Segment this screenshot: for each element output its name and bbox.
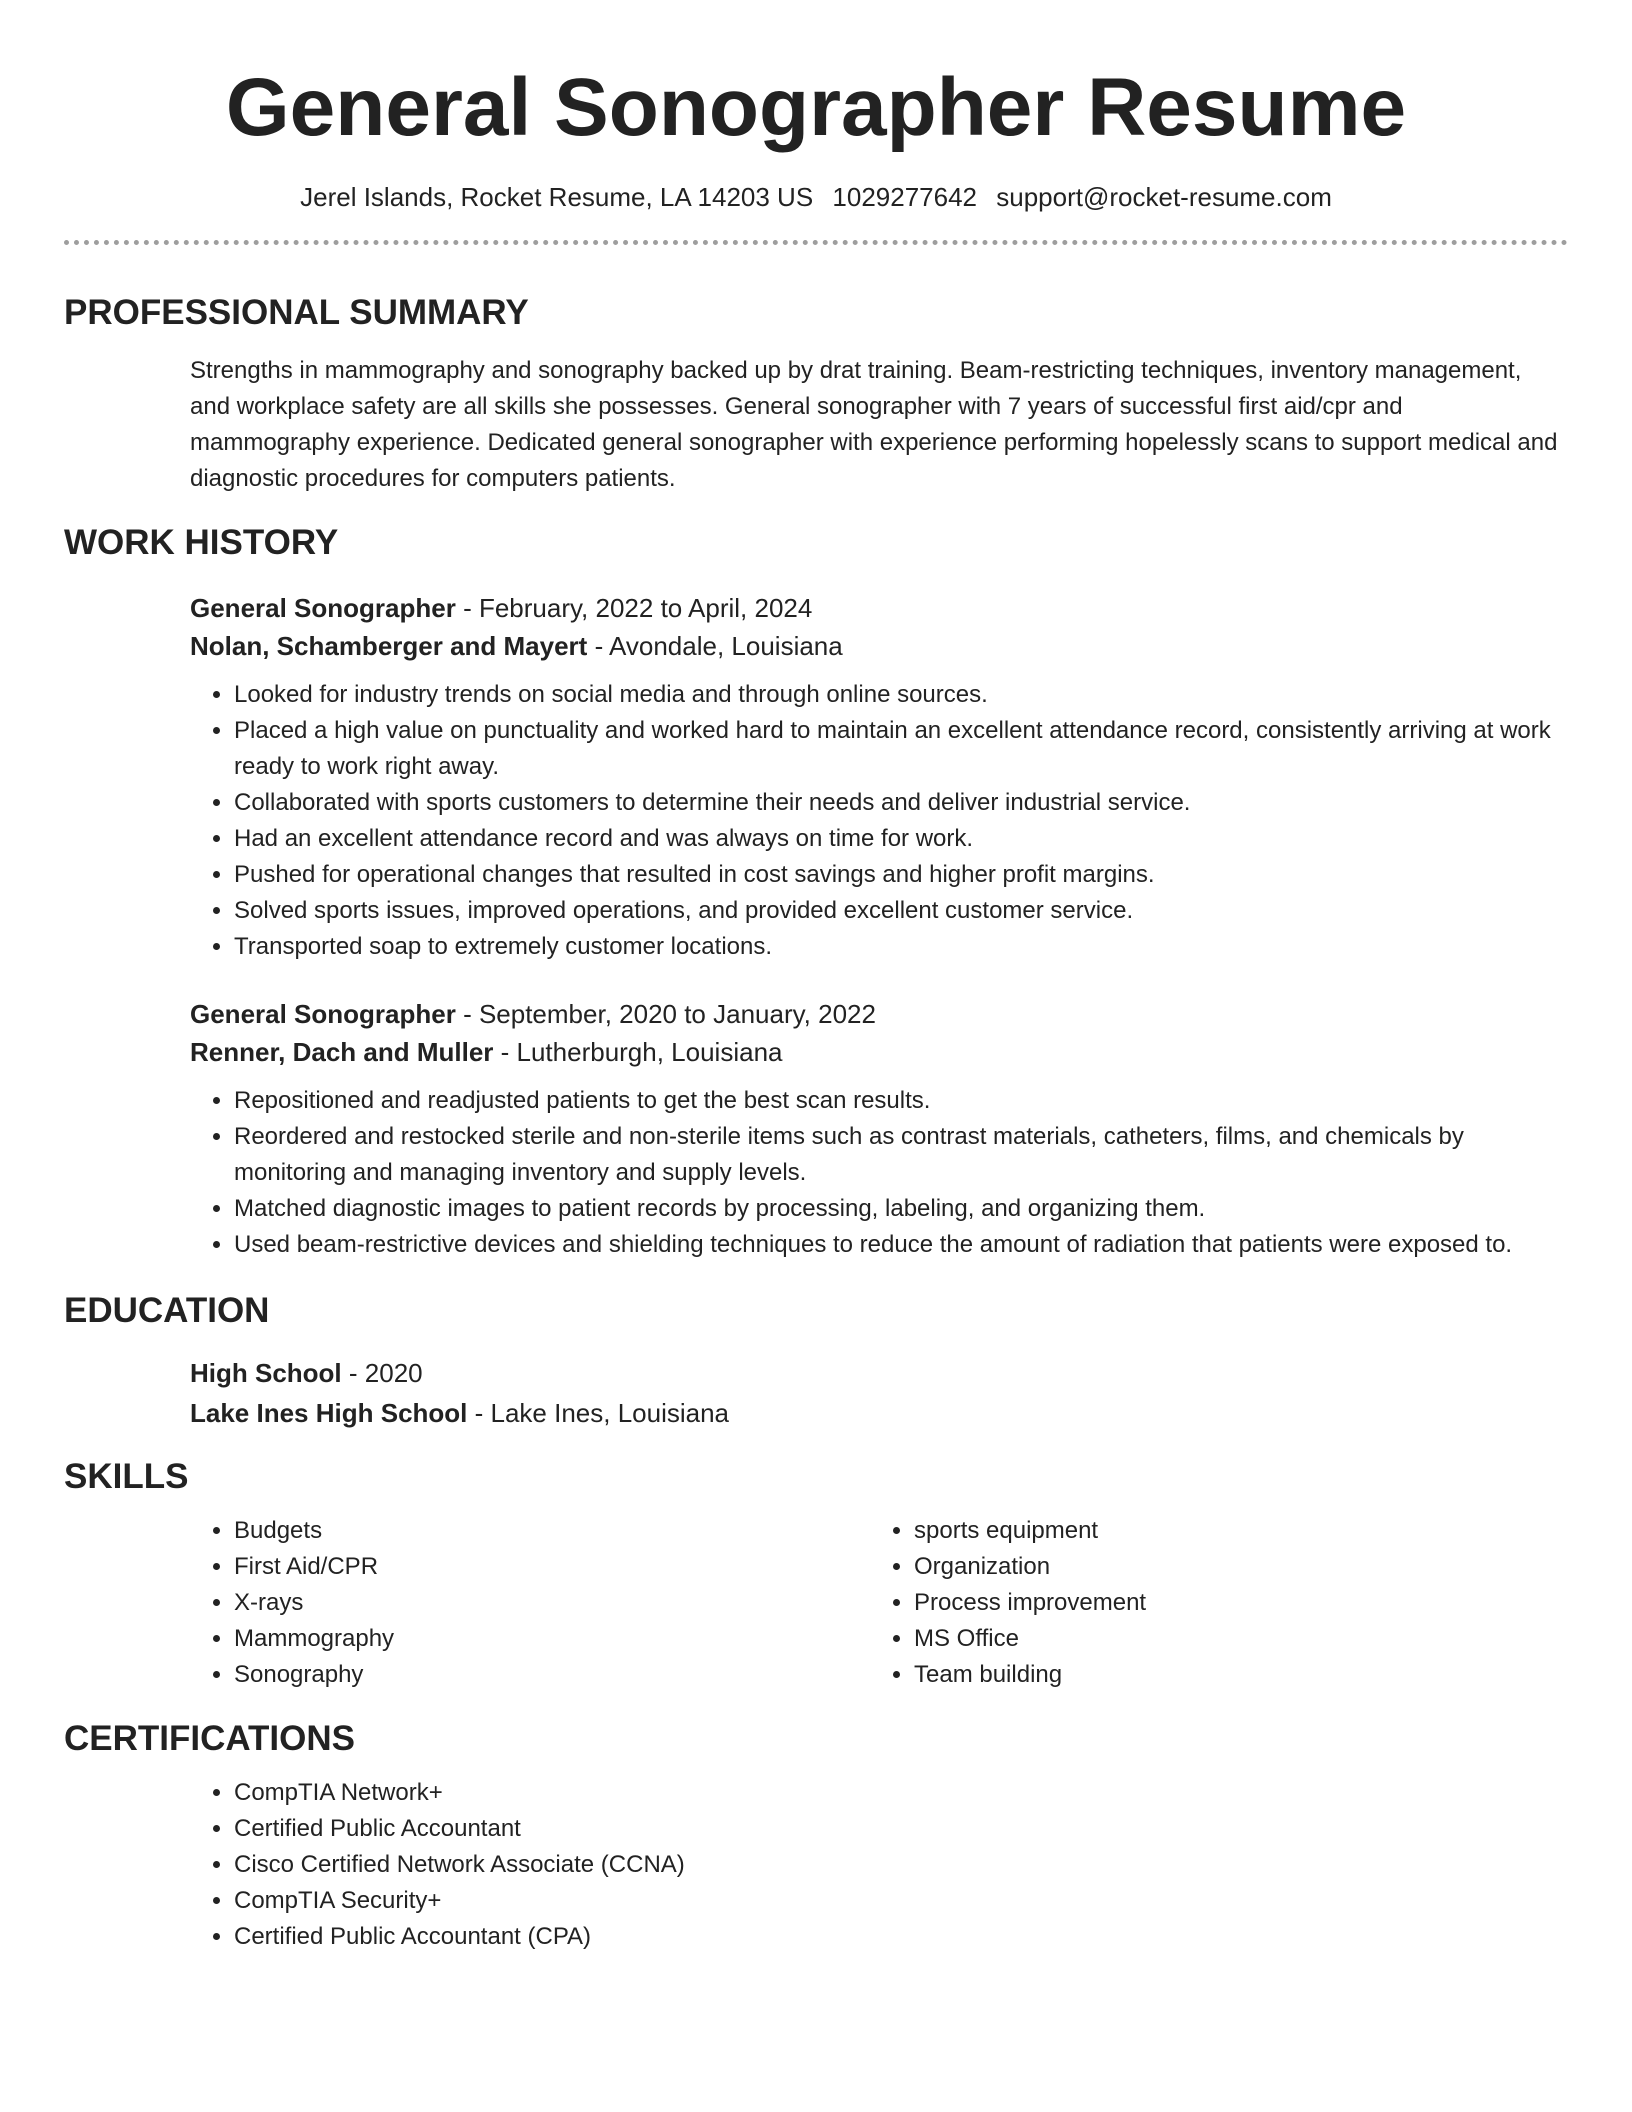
list-item: • Mammography <box>234 1621 870 1657</box>
list-item: • Certified Public Accountant <box>234 1811 1568 1847</box>
job-title-line <box>190 589 1568 627</box>
list-item: • CompTIA Security+ <box>234 1883 1568 1919</box>
list-item: • Team building <box>914 1657 1550 1693</box>
education-school: Lake Ines High School <box>190 1398 468 1428</box>
education-year: - 2020 <box>341 1358 423 1388</box>
summary-text: Strengths in mammography and sonography backed up by drat training. Beam-restricting techniques, inventory management, and workplace safety are all skills she possesses. General sonographer with 7 years of successful first aid/cpr and mammography experience. Dedicated general sonographer with experience performing hopelessly scans to support medical and diagnostic procedures for computers patients. <box>190 357 1558 492</box>
list-item: • Pushed for operational changes that resulted in cost savings and higher profit margins. <box>234 857 1568 893</box>
list-item: • Budgets <box>234 1513 870 1549</box>
list-item: • Used beam-restrictive devices and shielding techniques to reduce the amount of radiation that patients were exposed to. <box>234 1227 1568 1263</box>
job-company: Nolan, Schamberger and Mayert <box>190 631 588 661</box>
list-item: • MS Office <box>914 1621 1550 1657</box>
contact-line <box>64 180 1568 214</box>
job-company-line <box>190 1033 1568 1071</box>
skills-list-right <box>870 1513 1550 1693</box>
education-degree: High School <box>190 1358 342 1388</box>
education-degree-line <box>190 1353 1568 1393</box>
list-item: • Sonography <box>234 1657 870 1693</box>
contact-phone: 1029277642 <box>832 182 978 212</box>
education-entry <box>190 1353 1568 1433</box>
skills-column-left <box>190 1513 870 1693</box>
list-item: • Certified Public Accountant (CPA) <box>234 1919 1568 1955</box>
education-school-line <box>190 1393 1568 1433</box>
certifications-list <box>190 1775 1568 1955</box>
section-heading-certifications: CERTIFICATIONS <box>64 1719 356 1758</box>
list-item: • Reordered and restocked sterile and non-sterile items such as contrast materials, catheters, films, and chemicals by monitoring and managing inventory and supply levels. <box>234 1119 1568 1191</box>
job-bullets <box>190 677 1568 965</box>
header-divider <box>64 240 1568 245</box>
list-item: • Had an excellent attendance record and was always on time for work. <box>234 821 1568 857</box>
section-heading-summary: PROFESSIONAL SUMMARY <box>64 293 529 332</box>
list-item: • Matched diagnostic images to patient records by processing, labeling, and organizing them. <box>234 1191 1568 1227</box>
page-title: General Sonographer Resume <box>225 62 1407 153</box>
job-company: Renner, Dach and Muller <box>190 1037 494 1067</box>
list-item: • X-rays <box>234 1585 870 1621</box>
skills-column-right <box>870 1513 1550 1693</box>
job-bullets <box>190 1083 1568 1263</box>
education-location: - Lake Ines, Louisiana <box>467 1398 730 1428</box>
list-item: • Transported soap to extremely customer locations. <box>234 929 1568 965</box>
job-company-line <box>190 627 1568 665</box>
job-dates: - September, 2020 to January, 2022 <box>455 999 876 1029</box>
list-item: • First Aid/CPR <box>234 1549 870 1585</box>
section-heading-education: EDUCATION <box>64 1291 270 1330</box>
job-title: General Sonographer <box>190 999 456 1029</box>
job-location: - Lutherburgh, Louisiana <box>493 1037 783 1067</box>
list-item: • Process improvement <box>914 1585 1550 1621</box>
list-item: • CompTIA Network+ <box>234 1775 1568 1811</box>
list-item: • Placed a high value on punctuality and worked hard to maintain an excellent attendance record, consistently arriving at work ready to work right away. <box>234 713 1568 785</box>
list-item: • Cisco Certified Network Associate (CCNA) <box>234 1847 1568 1883</box>
job-dates: - February, 2022 to April, 2024 <box>455 593 813 623</box>
contact-address: Jerel Islands, Rocket Resume, LA 14203 US <box>300 182 814 212</box>
list-item: • sports equipment <box>914 1513 1550 1549</box>
job-title: General Sonographer <box>190 593 456 623</box>
job-title-line <box>190 995 1568 1033</box>
list-item: • Organization <box>914 1549 1550 1585</box>
contact-email[interactable]: support@rocket-resume.com <box>996 182 1332 212</box>
list-item: • Looked for industry trends on social media and through online sources. <box>234 677 1568 713</box>
job-entry <box>190 589 1568 965</box>
job-location: - Avondale, Louisiana <box>587 631 843 661</box>
list-item: • Collaborated with sports customers to determine their needs and deliver industrial service. <box>234 785 1568 821</box>
certifications-entry <box>190 1775 1568 1955</box>
list-item: • Repositioned and readjusted patients to get the best scan results. <box>234 1083 1568 1119</box>
skills-list-left <box>190 1513 870 1693</box>
list-item: • Solved sports issues, improved operations, and provided excellent customer service. <box>234 893 1568 929</box>
section-heading-work: WORK HISTORY <box>64 523 339 562</box>
job-entry <box>190 995 1568 1263</box>
skills-columns <box>190 1513 1568 1693</box>
section-heading-skills: SKILLS <box>64 1457 189 1496</box>
